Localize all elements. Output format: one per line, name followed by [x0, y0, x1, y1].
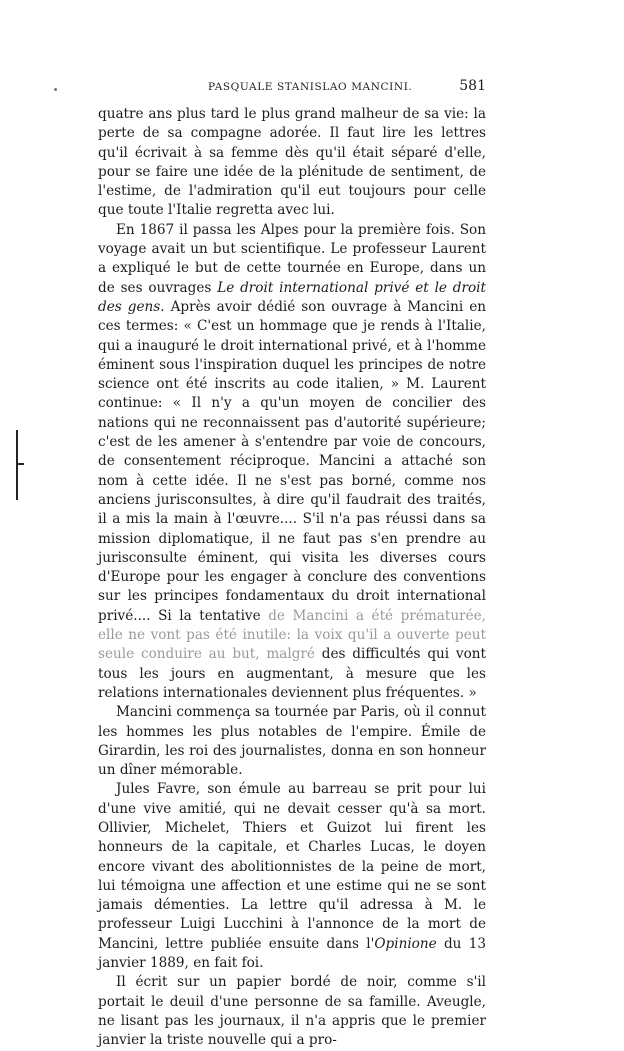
stray-ink-dot — [54, 88, 57, 91]
paragraph-4-part-a: Jules Favre, son émule au barreau se prit pour lui d'une vive amitié, qui ne devait cesser qu'à sa mort. Ollivier, Michelet, Thiers et Guizot lui firent les honneurs de la capitale, et Charles Lucas, le doyen encore vivant des abolitionnistes de la peine de mort, lui témoigna une affection et une estime qui ne se sont jamais démenties. La lettre qu'il adressa à M. le professeur Luigi Lucchini à l'annonce de la mort de Mancini, lettre publiée ensuite dans l' — [98, 781, 486, 952]
paragraph-2-part-c: des difficultés qui vont tous les jours en augmentant, à mesure que les relations internationales deviennent plus fréquentes. » — [98, 646, 486, 701]
running-title: PASQUALE STANISLAO MANCINI. — [208, 81, 413, 93]
paragraph-2-part-b: Après avoir dédié son ouvrage à Mancini en ces termes: « C'est un hommage que je rends à l'Italie, qui a inauguré le droit international privé, et à l'homme éminent sous l'inspiration duquel les principes de notre science ont été inscrits au code italien, » M. Laurent continue: « Il n'y a qu'un moyen de concilier des nations qui ne reconnaissent pas d'autorité supérieure; c'est de les amener à s'entendre par voie de concours, de consentement réciproque. Mancini a attaché son nom à cette idée. Il ne s'est pas borné, comme nos anciens jurisconsultes, à dire qu'il faudrait des traités, il a mis la main à l'œuvre.... S'il n'a pas réussi dans sa mission diplomatique, il ne faut pas s'en prendre au jurisconsulte éminent, qui visita les diverses cours d'Europe pour les engager à conclure des conventions sur les principes fondamentaux du droit international privé.... Si la tentative — [98, 298, 487, 624]
newspaper-title-italic: Opinione — [374, 935, 437, 952]
running-header — [98, 78, 486, 98]
margin-bracket-mark — [16, 430, 18, 500]
paragraph-1: quatre ans plus tard le plus grand malheur de sa vie: la perte de sa compagne adorée. Il faut lire les lettres qu'il écrivait à sa femme dès qu'il était séparé d'elle, pour se faire une idée de la plénitude de sentiment, de l'estime, de l'admiration qu'il eut toujours pour celle que toute l'Italie regretta avec lui. — [98, 106, 486, 219]
paragraph-4 — [98, 780, 486, 973]
paragraph-3: Mancini commença sa tournée par Paris, où il connut les hommes les plus notables de l'empire. Émile de Girardin, les roi des journalistes, donna en son honneur un dîner mémorable. — [98, 704, 486, 779]
paragraph-5: Il écrit sur un papier bordé de noir, comme s'il portait le deuil d'une personne de sa famille. Aveugle, ne lisant pas les journaux, il n'a appris que le premier janvier la triste nouvelle qui a pro- — [98, 974, 486, 1049]
paragraph-2 — [98, 221, 486, 703]
paragraph-2-part-a: En 1867 il passa les Alpes pour la première fois. Son voyage avait un but scientifique. Le professeur Laurent a expliqué le but de cette tournée en Europe, dans un de ses ouvrages — [98, 221, 486, 296]
page-number: 581 — [459, 78, 486, 94]
book-title-italic: Le droit international privé et le droit des gens. — [98, 279, 486, 315]
body-text — [98, 105, 486, 1051]
paragraph-4-part-b: du 13 janvier 1889, en fait foi. — [98, 935, 486, 972]
faded-print-line: de Mancini a été prématurée, elle ne vont pas été inutile: la voix qu'il a ouverte peut seule conduire au but, malgré — [98, 607, 486, 663]
